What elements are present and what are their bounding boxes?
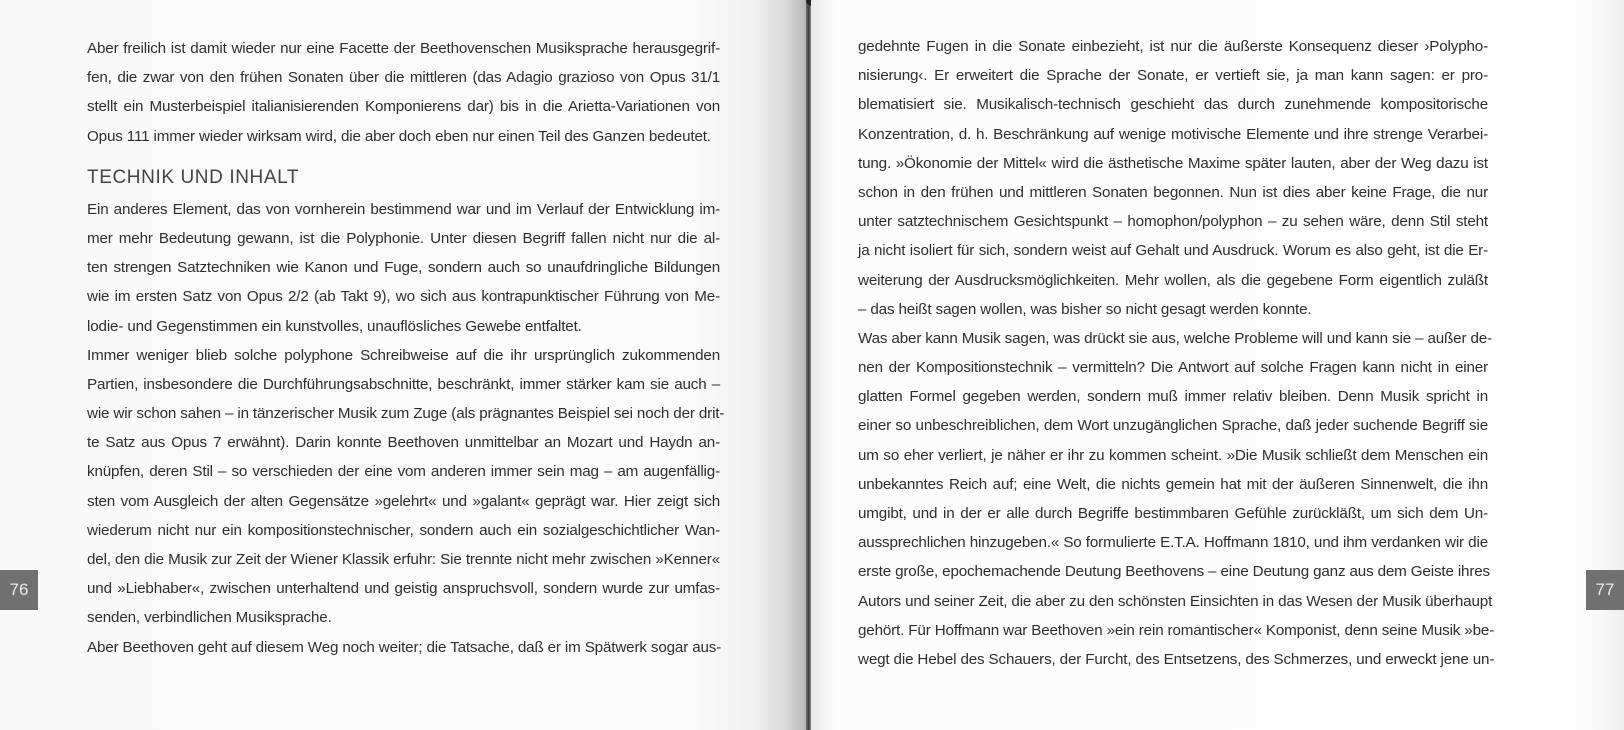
text-line: lodie- und Gegenstimmen ein kunstvolles, unauflösliches Gewebe entfaltet. (87, 317, 582, 335)
text-line: Was aber kann Musik sagen, was drückt sie aus, welche Probleme will und kann sie – außer de- (858, 329, 1492, 347)
text-line: glatten Formel gegeben werden, sondern muß immer relativ bleiben. Denn Musik spricht in (858, 388, 1488, 406)
right-paragraphs (858, 32, 1495, 674)
text-line: sten vom Ausgleich der alten Gegensätze »gelehrt« und »galant« geprägt war. Hier zeigt sich (87, 492, 720, 510)
left-page-text (87, 34, 725, 662)
text-line: um so eher verliert, je näher er ihr zu kommen scheint. »Die Musik schließt dem Menschen ein (858, 446, 1488, 464)
text-line: gehört. Für Hoffmann war Beethoven »ein rein romantischer« Komponist, denn seine Musik »be- (858, 621, 1495, 639)
text-line: und »Liebhaber«, zwischen unterhaltend und geistig anspruchsvoll, sondern wurde zur umfas- (87, 580, 720, 598)
left-paragraphs-body (87, 195, 725, 662)
text-line: unbekanntes Reich auf; eine Welt, die nichts gemein hat mit der äußeren Sinnenwelt, die ihn (858, 475, 1488, 493)
text-line: wegt die Hebel des Schauers, der Furcht, des Entsetzens, des Schmerzes, und erweckt jene un- (858, 650, 1495, 668)
page-number-right: 77 (1586, 570, 1624, 610)
right-page (811, 0, 1624, 730)
page-number-left: 76 (0, 570, 38, 610)
text-line: wie wir schon sahen – in tänzerischer Musik zum Zuge (als prägnantes Beispiel sei noch der drit- (87, 405, 725, 423)
text-line: Autors und seiner Zeit, die aber zu den schönsten Einsichten in das Wesen der Musik überhaupt (858, 592, 1493, 610)
text-line: schon in den frühen und mittleren Sonaten begonnen. Nun ist dies aber keine Frage, die nur (858, 183, 1488, 201)
text-line: del, den die Musik zur Zeit der Wiener Klassik erfuhr: Sie trennte nicht mehr zwischen »Kenner« (87, 551, 720, 568)
left-paragraph-intro (87, 34, 720, 151)
section-heading: TECHNIK UND INHALT (87, 166, 300, 188)
text-line: nen der Kompositionstechnik – vermitteln? Die Antwort auf solche Fragen kann nicht in einer (858, 359, 1488, 377)
text-line: Partien, insbesondere die Durchführungsabschnitte, beschränkt, immer stärker kam sie auch – (87, 375, 720, 393)
text-line: tung. »Ökonomie der Mittel« wird die ästhetische Maxime später lauten, aber der Weg dazu ist (858, 154, 1488, 172)
left-page (0, 0, 810, 730)
text-line: einer so unbeschreiblichen, dem Wort unzugänglichen Sprache, daß jeder suchende Begriff sie (858, 417, 1488, 435)
text-line: Immer weniger blieb solche polyphone Schreibweise auf die ihr ursprünglich zukommenden (87, 346, 720, 364)
text-line: erste große, epochemachende Deutung Beethovens – eine Deutung ganz aus dem Geiste ihres (858, 563, 1490, 581)
text-line: gedehnte Fugen in die Sonate einbezieht, ist nur die äußerste Konsequenz dieser ›Polypho- (858, 38, 1488, 55)
right-page-text (858, 32, 1495, 674)
text-line: wiederum nicht nur ein kompositionstechnischer, sondern auch ein sozialgeschichtlicher Wan- (87, 521, 720, 539)
text-line: Konzentration, d. h. Beschränkung auf wenige motivische Elemente und ihre strenge Verarbei- (858, 125, 1488, 143)
text-line: wie im ersten Satz von Opus 2/2 (ab Takt 9), wo sich aus kontrapunktischer Führung von Me- (87, 288, 720, 306)
text-line: te Satz aus Opus 7 erwähnt). Darin konnte Beethoven unmittelbar an Mozart und Haydn an- (87, 434, 720, 452)
text-line: ja nicht isoliert für sich, sondern weist auf Gehalt und Ausdruck. Worum es also geht, ist die Er- (858, 242, 1488, 260)
text-line: knüpfen, deren Stil – so verschieden der eine vom anderen immer sein mag – am augenfällig- (87, 463, 720, 481)
text-line: weiterung der Ausdrucksmöglichkeiten. Mehr wollen, als die gegebene Form eigentlich zuläßt (858, 271, 1488, 289)
text-line: mer mehr Bedeutung gewann, ist die Polyphonie. Unter diesen Begriff fallen nicht nur die al- (87, 229, 720, 247)
text-line: senden, verbindlichen Musiksprache. (87, 609, 332, 627)
text-line: umgibt, und in der er alle durch Begriffe bestimmbaren Gefühle zurückläßt, um sich dem Un- (858, 505, 1488, 522)
text-line: Aber Beethoven geht auf diesem Weg noch weiter; die Tatsache, daß er im Spätwerk sogar aus- (87, 638, 722, 656)
text-line: blematisiert sie. Musikalisch-technisch geschieht das durch zunehmende kompositorische (858, 96, 1488, 114)
text-line: unter satztechnischem Gesichtspunkt – homophon/polyphon – zu sehen wäre, denn Stil steht (858, 213, 1488, 231)
text-line: nisierung‹. Er erweitert die Sprache der Sonate, er vertieft sie, ja man kann sagen: er pro- (858, 67, 1488, 85)
text-line: stellt ein Musterbeispiel italianisierenden Komponierens dar) bis in die Arietta-Variationen von (87, 98, 720, 116)
text-line: Opus 111 immer wieder wirksam wird, die aber doch eben nur einen Teil des Ganzen bedeutet. (87, 127, 711, 145)
text-line: Ein anderes Element, das von vornherein bestimmend war und im Verlauf der Entwicklung im- (87, 200, 720, 218)
text-line: fen, die zwar von den frühen Sonaten über die mittleren (das Adagio grazioso von Opus 31/1 (87, 69, 720, 87)
text-line: ten strengen Satztechniken wie Kanon und Fuge, sondern auch so unaufdringliche Bildungen (87, 259, 720, 277)
text-line: aussprechlichen hinzugeben.« So formulierte E.T.A. Hoffmann 1810, und ihm verdanken wir die (858, 534, 1488, 552)
text-line: – das heißt sagen wollen, was bisher so nicht gesagt werden konnte. (858, 300, 1312, 318)
text-line: Aber freilich ist damit wieder nur eine Facette der Beethovenschen Musiksprache herausgegrif- (87, 40, 720, 57)
